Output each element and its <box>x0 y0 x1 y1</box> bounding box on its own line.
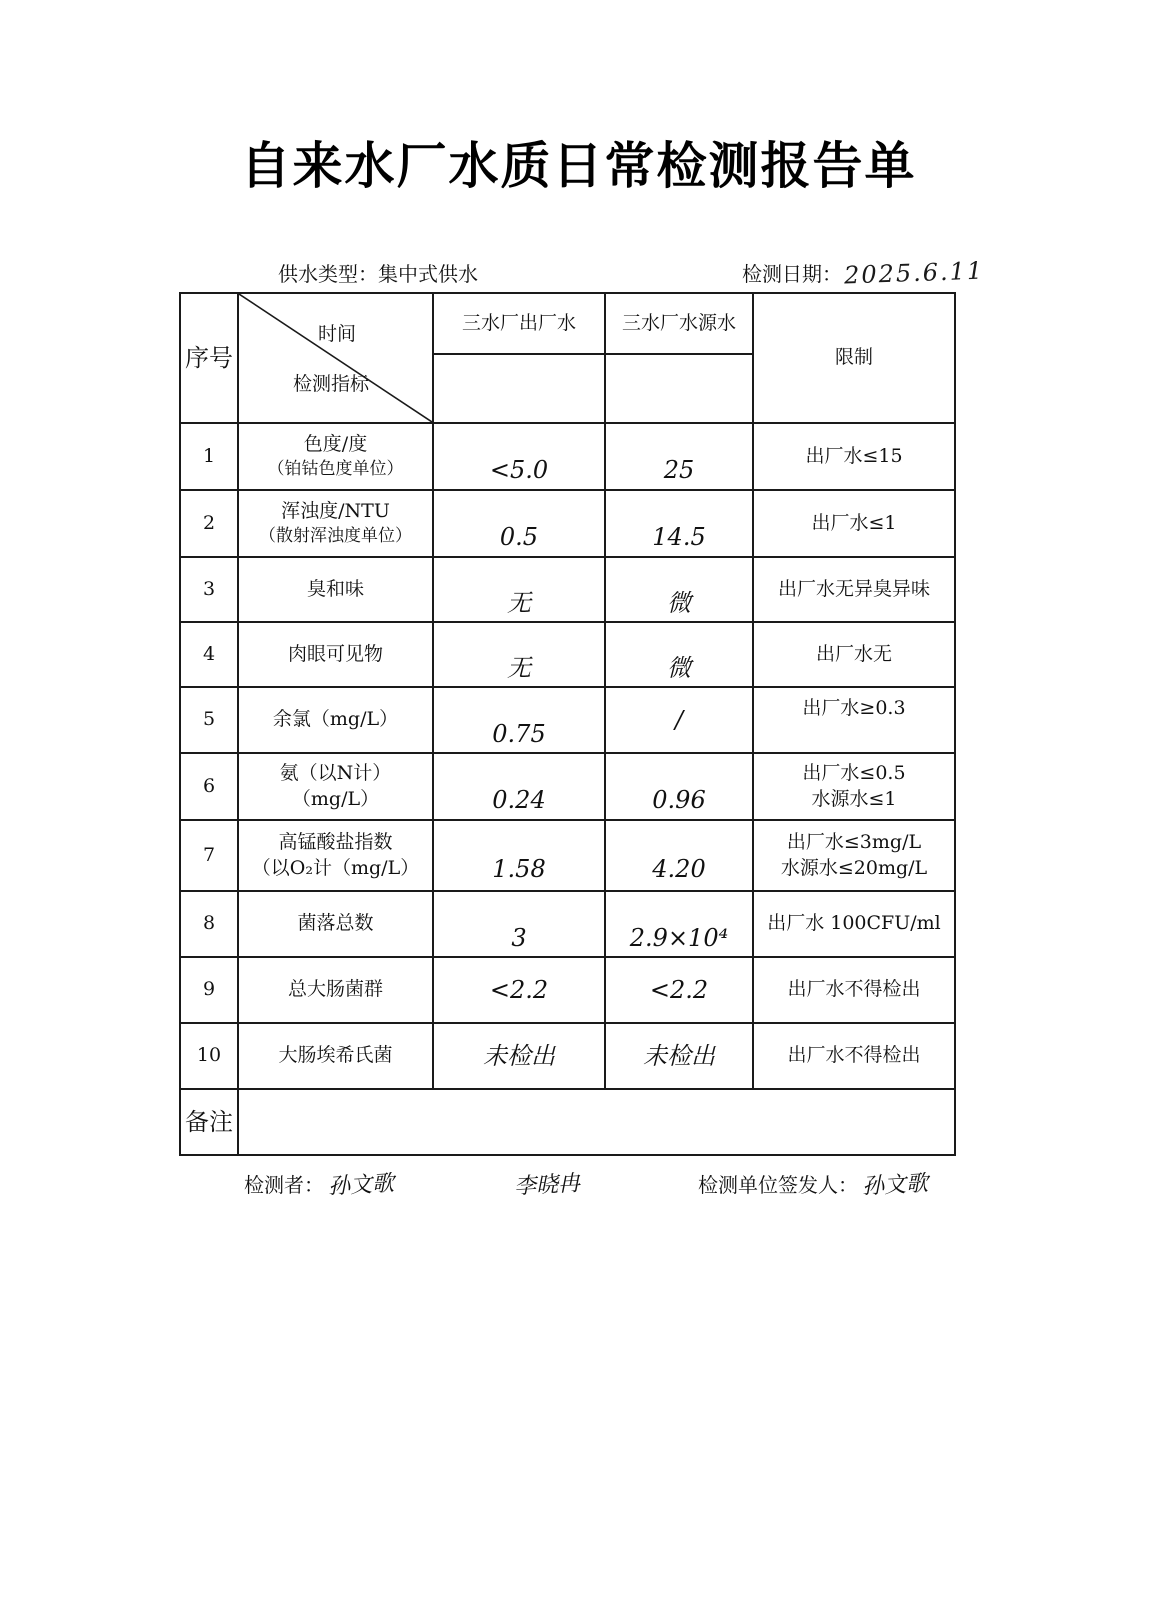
row-source-value: 25 <box>605 423 753 490</box>
row-source-value: 2.9×10⁴ <box>605 891 753 957</box>
table-row <box>180 687 955 753</box>
header-source: 三水厂水源水 <box>605 293 753 354</box>
header-row <box>180 293 955 354</box>
row-source-value: 微 <box>605 557 753 622</box>
row-outlet-value: <2.2 <box>433 957 605 1023</box>
row-no: 4 <box>180 622 238 687</box>
row-limit: 出厂水≤15 <box>753 423 955 490</box>
row-limit: 出厂水≥0.3 <box>753 687 955 753</box>
table-row <box>180 557 955 622</box>
table-row <box>180 423 955 490</box>
row-outlet-value: 0.5 <box>433 490 605 557</box>
remark-row <box>180 1089 955 1155</box>
row-limit: 出厂水≤0.5 水源水≤1 <box>753 753 955 820</box>
row-source-value: 未检出 <box>605 1023 753 1089</box>
row-source-value: 14.5 <box>605 490 753 557</box>
remark-value <box>238 1089 955 1155</box>
row-no: 8 <box>180 891 238 957</box>
row-source-value: 0.96 <box>605 753 753 820</box>
row-indicator: 色度/度 （铂钴色度单位） <box>238 423 433 490</box>
row-indicator: 臭和味 <box>238 557 433 622</box>
row-limit: 出厂水 100CFU/ml <box>753 891 955 957</box>
test-date <box>742 256 985 290</box>
test-date-value: 2025.6.11 <box>843 256 985 290</box>
table-row <box>180 957 955 1023</box>
row-no: 3 <box>180 557 238 622</box>
header-seq: 序号 <box>180 293 238 423</box>
row-outlet-value: <5.0 <box>433 423 605 490</box>
supply-type: 供水类型：集中式供水 <box>278 262 478 286</box>
issuer-signature-block <box>698 1168 928 1199</box>
row-no: 10 <box>180 1023 238 1089</box>
table-row <box>180 891 955 957</box>
tester-signature-block <box>244 1168 394 1199</box>
row-indicator: 大肠埃希氏菌 <box>238 1023 433 1089</box>
row-indicator: 菌落总数 <box>238 891 433 957</box>
row-source-value: 4.20 <box>605 820 753 891</box>
row-no: 7 <box>180 820 238 891</box>
report-table <box>179 292 956 1156</box>
row-source-value: 微 <box>605 622 753 687</box>
row-limit: 出厂水≤1 <box>753 490 955 557</box>
row-outlet-value: 3 <box>433 891 605 957</box>
tester-label: 检测者： <box>244 1173 324 1197</box>
table-row <box>180 820 955 891</box>
issuer-signature: 孙文歌 <box>861 1171 929 1200</box>
table-row <box>180 622 955 687</box>
row-no: 1 <box>180 423 238 490</box>
diagonal-line <box>239 294 432 422</box>
row-no: 6 <box>180 753 238 820</box>
header-diagonal-cell <box>238 293 433 423</box>
row-outlet-value: 0.24 <box>433 753 605 820</box>
row-indicator: 氨（以N计） （mg/L） <box>238 753 433 820</box>
row-source-value: <2.2 <box>605 957 753 1023</box>
test-date-label: 检测日期： <box>742 262 842 286</box>
header-time: 时间 <box>317 323 356 345</box>
header-source-date <box>605 354 753 423</box>
header-outlet-date <box>433 354 605 423</box>
table-row <box>180 753 955 820</box>
row-indicator: 高锰酸盐指数 （以O₂计（mg/L） <box>238 820 433 891</box>
tester-signature-1: 孙文歌 <box>327 1171 395 1200</box>
table-row <box>180 1023 955 1089</box>
row-limit: 出厂水不得检出 <box>753 1023 955 1089</box>
row-outlet-value: 1.58 <box>433 820 605 891</box>
row-source-value: / <box>605 687 753 753</box>
row-indicator: 肉眼可见物 <box>238 622 433 687</box>
header-indicator: 检测指标 <box>293 373 370 396</box>
row-outlet-value: 无 <box>433 622 605 687</box>
header-outlet: 三水厂出厂水 <box>433 293 605 354</box>
row-no: 2 <box>180 490 238 557</box>
header-limit: 限制 <box>753 293 955 423</box>
tester-signature-2-block <box>510 1168 580 1199</box>
table-row <box>180 490 955 557</box>
row-outlet-value: 0.75 <box>433 687 605 753</box>
row-indicator: 浑浊度/NTU （散射浑浊度单位） <box>238 490 433 557</box>
row-limit: 出厂水≤3mg/L 水源水≤20mg/L <box>753 820 955 891</box>
issuer-label: 检测单位签发人： <box>698 1173 858 1197</box>
page-title: 自来水厂水质日常检测报告单 <box>240 137 917 195</box>
row-outlet-value: 未检出 <box>433 1023 605 1089</box>
row-limit: 出厂水无 <box>753 622 955 687</box>
row-no: 5 <box>180 687 238 753</box>
tester-signature-2: 李晓冉 <box>513 1171 581 1200</box>
row-indicator: 余氯（mg/L） <box>238 687 433 753</box>
row-outlet-value: 无 <box>433 557 605 622</box>
row-indicator: 总大肠菌群 <box>238 957 433 1023</box>
row-limit: 出厂水无异臭异味 <box>753 557 955 622</box>
remark-label: 备注 <box>180 1089 238 1155</box>
row-limit: 出厂水不得检出 <box>753 957 955 1023</box>
row-no: 9 <box>180 957 238 1023</box>
